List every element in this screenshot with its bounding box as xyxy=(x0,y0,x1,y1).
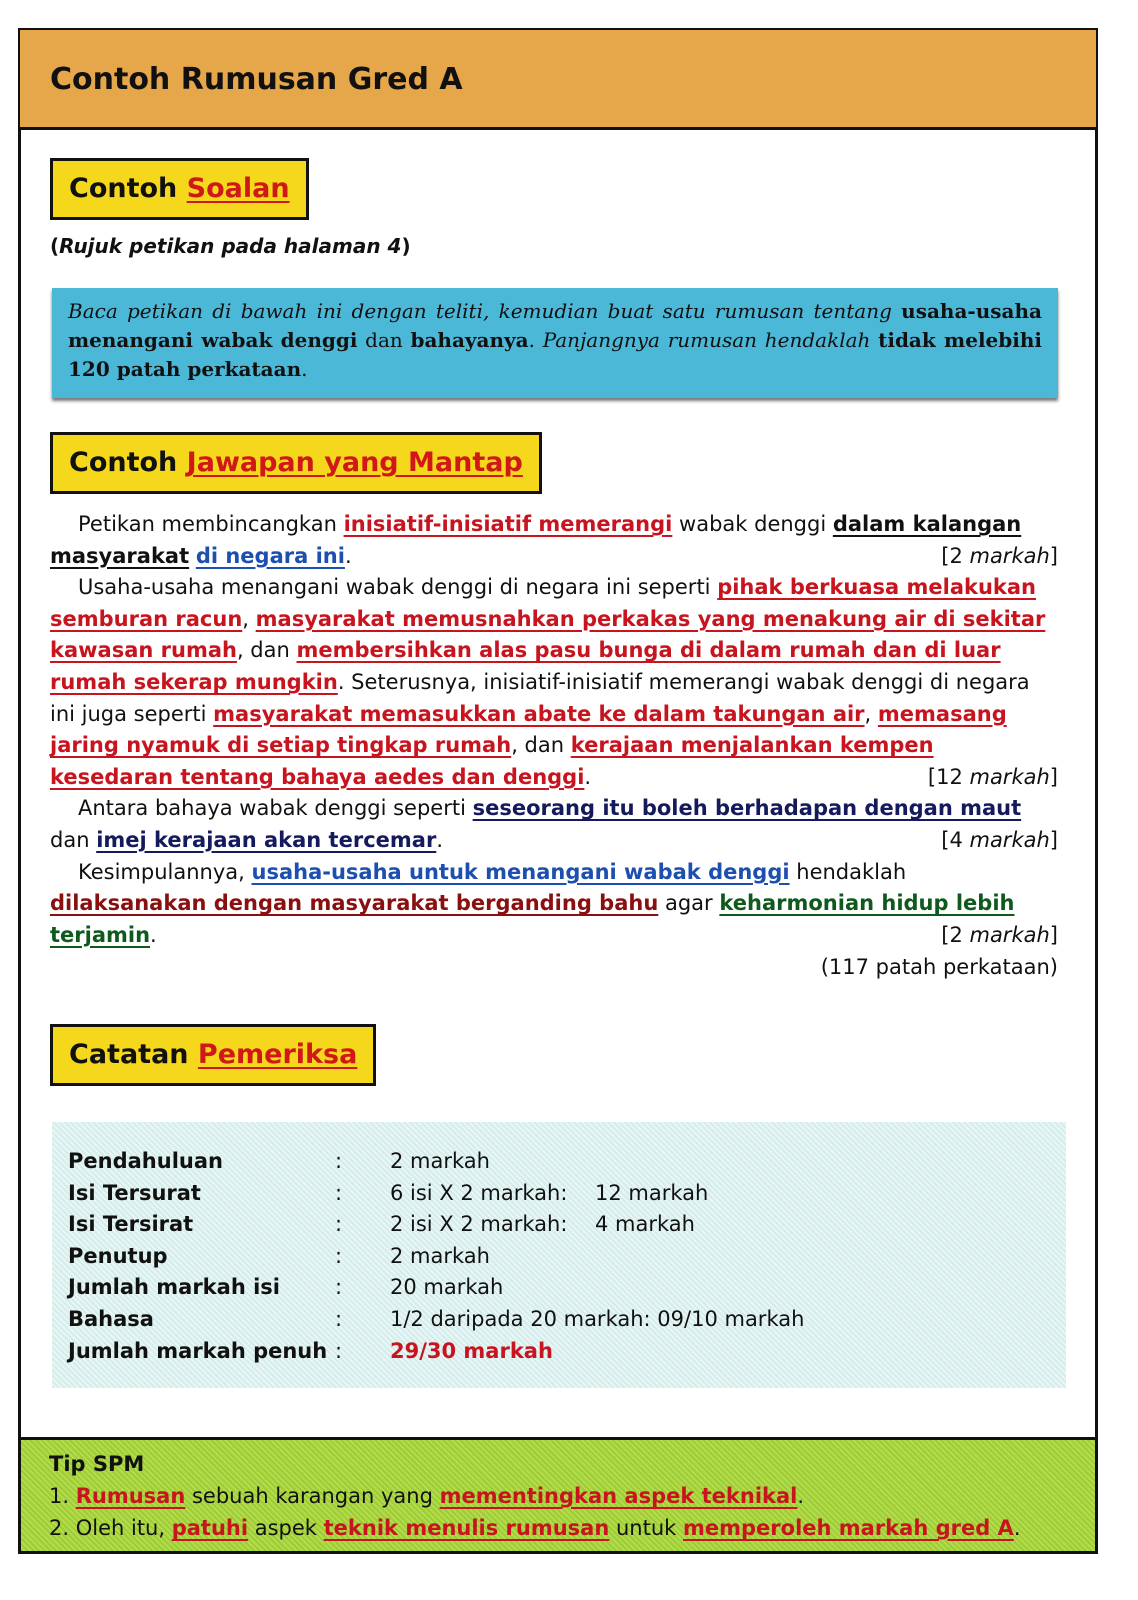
highlighted-point: masyarakat memasukkan abate ke dalam takungan air xyxy=(213,701,865,726)
marks-close: ] xyxy=(1049,827,1058,852)
answer-text-run: . xyxy=(150,922,157,947)
answer-text-run: wabak denggi xyxy=(672,512,833,536)
question-box xyxy=(52,288,1058,398)
tip-text: . xyxy=(1013,1516,1021,1540)
marks-open: [2 xyxy=(941,922,970,947)
key-phrase: bahayanya xyxy=(410,328,529,352)
section-highlight: Pemeriksa xyxy=(197,1039,358,1070)
question-text: dan xyxy=(357,328,411,352)
row-value: 20 markah xyxy=(390,1275,504,1300)
tip-item xyxy=(49,1512,1067,1544)
section-label: Catatan xyxy=(69,1039,198,1070)
page-title: Contoh Rumusan Gred A xyxy=(50,62,463,97)
marks-word: markah xyxy=(969,827,1050,852)
key-phrase: usaha-usaha menangani wabak denggi xyxy=(68,299,1042,352)
answer-paragraph xyxy=(50,572,1058,793)
row-label: Penutup xyxy=(68,1243,168,1268)
section-label: Contoh xyxy=(69,447,187,478)
section-catatan xyxy=(50,1024,376,1086)
row-value: 1/2 daripada 20 markah: 09/10 markah xyxy=(390,1307,805,1331)
marks-close: ] xyxy=(1049,764,1058,789)
answer-text-run: . xyxy=(584,764,592,789)
row-label: Bahasa xyxy=(68,1307,154,1331)
question-text: Panjangnya rumusan hendaklah xyxy=(542,328,879,352)
reference-note xyxy=(50,234,411,258)
answer-text-run: Usaha-usaha menangani wabak denggi di negara ini seperti xyxy=(78,575,718,600)
section-label: Contoh xyxy=(69,173,187,204)
tip-highlight: teknik menulis rumusan xyxy=(323,1516,610,1540)
tip-title: Tip SPM xyxy=(49,1452,145,1476)
reference-text: Rujuk petikan pada halaman 4 xyxy=(59,234,402,258)
tip-highlight: memperoleh markah gred A xyxy=(683,1516,1014,1540)
highlighted-point: keharmonian hidup lebih terjamin xyxy=(50,891,1015,947)
answer-text-run: Petikan membincangkan xyxy=(78,512,344,536)
marks-word: markah xyxy=(969,543,1050,568)
answer-text-run: , xyxy=(242,606,256,631)
row-label: Pendahuluan xyxy=(68,1149,223,1173)
word-count: (117 patah perkataan) xyxy=(820,955,1058,979)
highlighted-point: dilaksanakan dengan masyarakat berganding bahu xyxy=(50,891,659,916)
row-colon: : xyxy=(335,1212,343,1237)
tip-text: 2. Oleh itu, xyxy=(49,1516,172,1540)
paren-open: ( xyxy=(50,234,60,258)
tip-highlight: patuhi xyxy=(171,1516,249,1540)
header-band xyxy=(20,30,1096,130)
highlighted-point: kerajaan menjalankan kempen kesedaran tentang bahaya aedes dan denggi xyxy=(50,733,934,789)
tip-box xyxy=(18,1437,1098,1554)
row-label: Isi Tersirat xyxy=(68,1212,194,1237)
marks-open: [2 xyxy=(941,543,970,568)
answer-text-run: , dan xyxy=(511,733,571,758)
marks-open: [4 xyxy=(941,827,970,852)
highlighted-point: pihak berkuasa melakukan semburan racun xyxy=(50,575,1037,631)
answer-text-run xyxy=(189,544,196,568)
section-soalan xyxy=(50,158,309,220)
marks-label xyxy=(913,541,1058,573)
row-colon: : xyxy=(335,1275,343,1300)
tip-item xyxy=(49,1480,1067,1512)
row-value: 6 isi X 2 markah: xyxy=(390,1180,568,1205)
answer-text-run: Kesimpulannya, xyxy=(78,859,252,884)
marks-close: ] xyxy=(1049,922,1058,947)
row-value: 2 markah xyxy=(390,1149,490,1173)
section-jawapan xyxy=(50,432,542,494)
answer-text-run: agar xyxy=(658,891,720,916)
answer-text-run: hendaklah xyxy=(789,859,907,884)
row-value: 2 isi X 2 markah: xyxy=(390,1212,568,1237)
question-text: . xyxy=(301,357,308,381)
row-value-total: 12 markah xyxy=(595,1180,709,1205)
row-label: Isi Tersurat xyxy=(68,1180,201,1205)
answer-text-run: , xyxy=(864,701,878,726)
row-value: 2 markah xyxy=(390,1243,490,1268)
answer-text-run: . Seterusnya, inisiatif-inisiatif memerangi wabak denggi di negara ini juga seperti xyxy=(50,669,1030,726)
tip-text: . xyxy=(797,1484,805,1508)
highlighted-point: di negara ini xyxy=(195,543,345,568)
answer-text xyxy=(50,509,1058,951)
highlighted-point: usaha-usaha untuk menangani wabak denggi xyxy=(251,859,790,884)
question-text: Baca petikan di bawah ini dengan teliti, kemudian buat satu rumusan tentang xyxy=(68,299,902,323)
highlighted-point: seseorang itu boleh berhadapan dengan maut xyxy=(472,796,1022,821)
tip-text: untuk xyxy=(609,1516,683,1540)
row-colon: : xyxy=(335,1180,343,1205)
tip-text: aspek xyxy=(248,1516,324,1540)
row-label: Jumlah markah penuh xyxy=(68,1338,328,1363)
marks-word: markah xyxy=(969,922,1050,947)
row-label: Jumlah markah isi xyxy=(68,1275,280,1300)
tip-text: sebuah karangan yang xyxy=(185,1484,440,1508)
row-value-total: 4 markah xyxy=(595,1212,695,1237)
row-colon: : xyxy=(335,1307,343,1331)
highlighted-point: masyarakat memusnahkan perkakas yang menakung air di sekitar kawasan rumah xyxy=(50,606,1046,663)
answer-paragraph xyxy=(50,509,1058,572)
highlighted-point: imej kerajaan akan tercemar xyxy=(96,827,437,852)
row-value: 29/30 markah xyxy=(390,1338,553,1363)
highlighted-point: membersihkan alas pasu bunga di dalam rumah dan di luar rumah sekerap mungkin xyxy=(50,638,1001,694)
highlighted-point: inisiatif-inisiatif memerangi xyxy=(343,512,673,536)
answer-text-run: . xyxy=(436,827,443,852)
marks-close: ] xyxy=(1049,543,1058,568)
marks-open: [12 xyxy=(927,764,970,789)
section-highlight: Jawapan yang Mantap xyxy=(186,447,523,478)
marks-label xyxy=(913,825,1058,857)
marks-word: markah xyxy=(969,764,1050,789)
answer-paragraph xyxy=(50,857,1058,952)
row-colon: : xyxy=(335,1338,343,1363)
paren-close: ) xyxy=(401,234,411,258)
section-highlight: Soalan xyxy=(186,173,290,204)
question-text: . xyxy=(528,328,543,352)
tip-text: 1. xyxy=(49,1484,76,1508)
key-phrase: tidak melebihi 120 patah perkataan xyxy=(68,328,1042,381)
answer-text-run: . xyxy=(344,543,352,568)
highlighted-point: memasang jaring nyamuk di setiap tingkap rumah xyxy=(50,701,1007,758)
answer-paragraph xyxy=(50,793,1058,856)
row-colon: : xyxy=(335,1149,343,1173)
answer-text-run: Antara bahaya wabak denggi seperti xyxy=(78,796,473,821)
answer-text-run: dan xyxy=(50,827,97,852)
row-colon: : xyxy=(335,1243,343,1268)
highlighted-point: dalam kalangan masyarakat xyxy=(50,512,1022,568)
marks-label xyxy=(900,762,1058,794)
tip-highlight: Rumusan xyxy=(75,1484,186,1508)
tip-highlight: mementingkan aspek teknikal xyxy=(439,1484,798,1508)
marks-label xyxy=(913,920,1058,952)
marking-table xyxy=(52,1122,1066,1388)
answer-text-run: , dan xyxy=(236,638,297,663)
